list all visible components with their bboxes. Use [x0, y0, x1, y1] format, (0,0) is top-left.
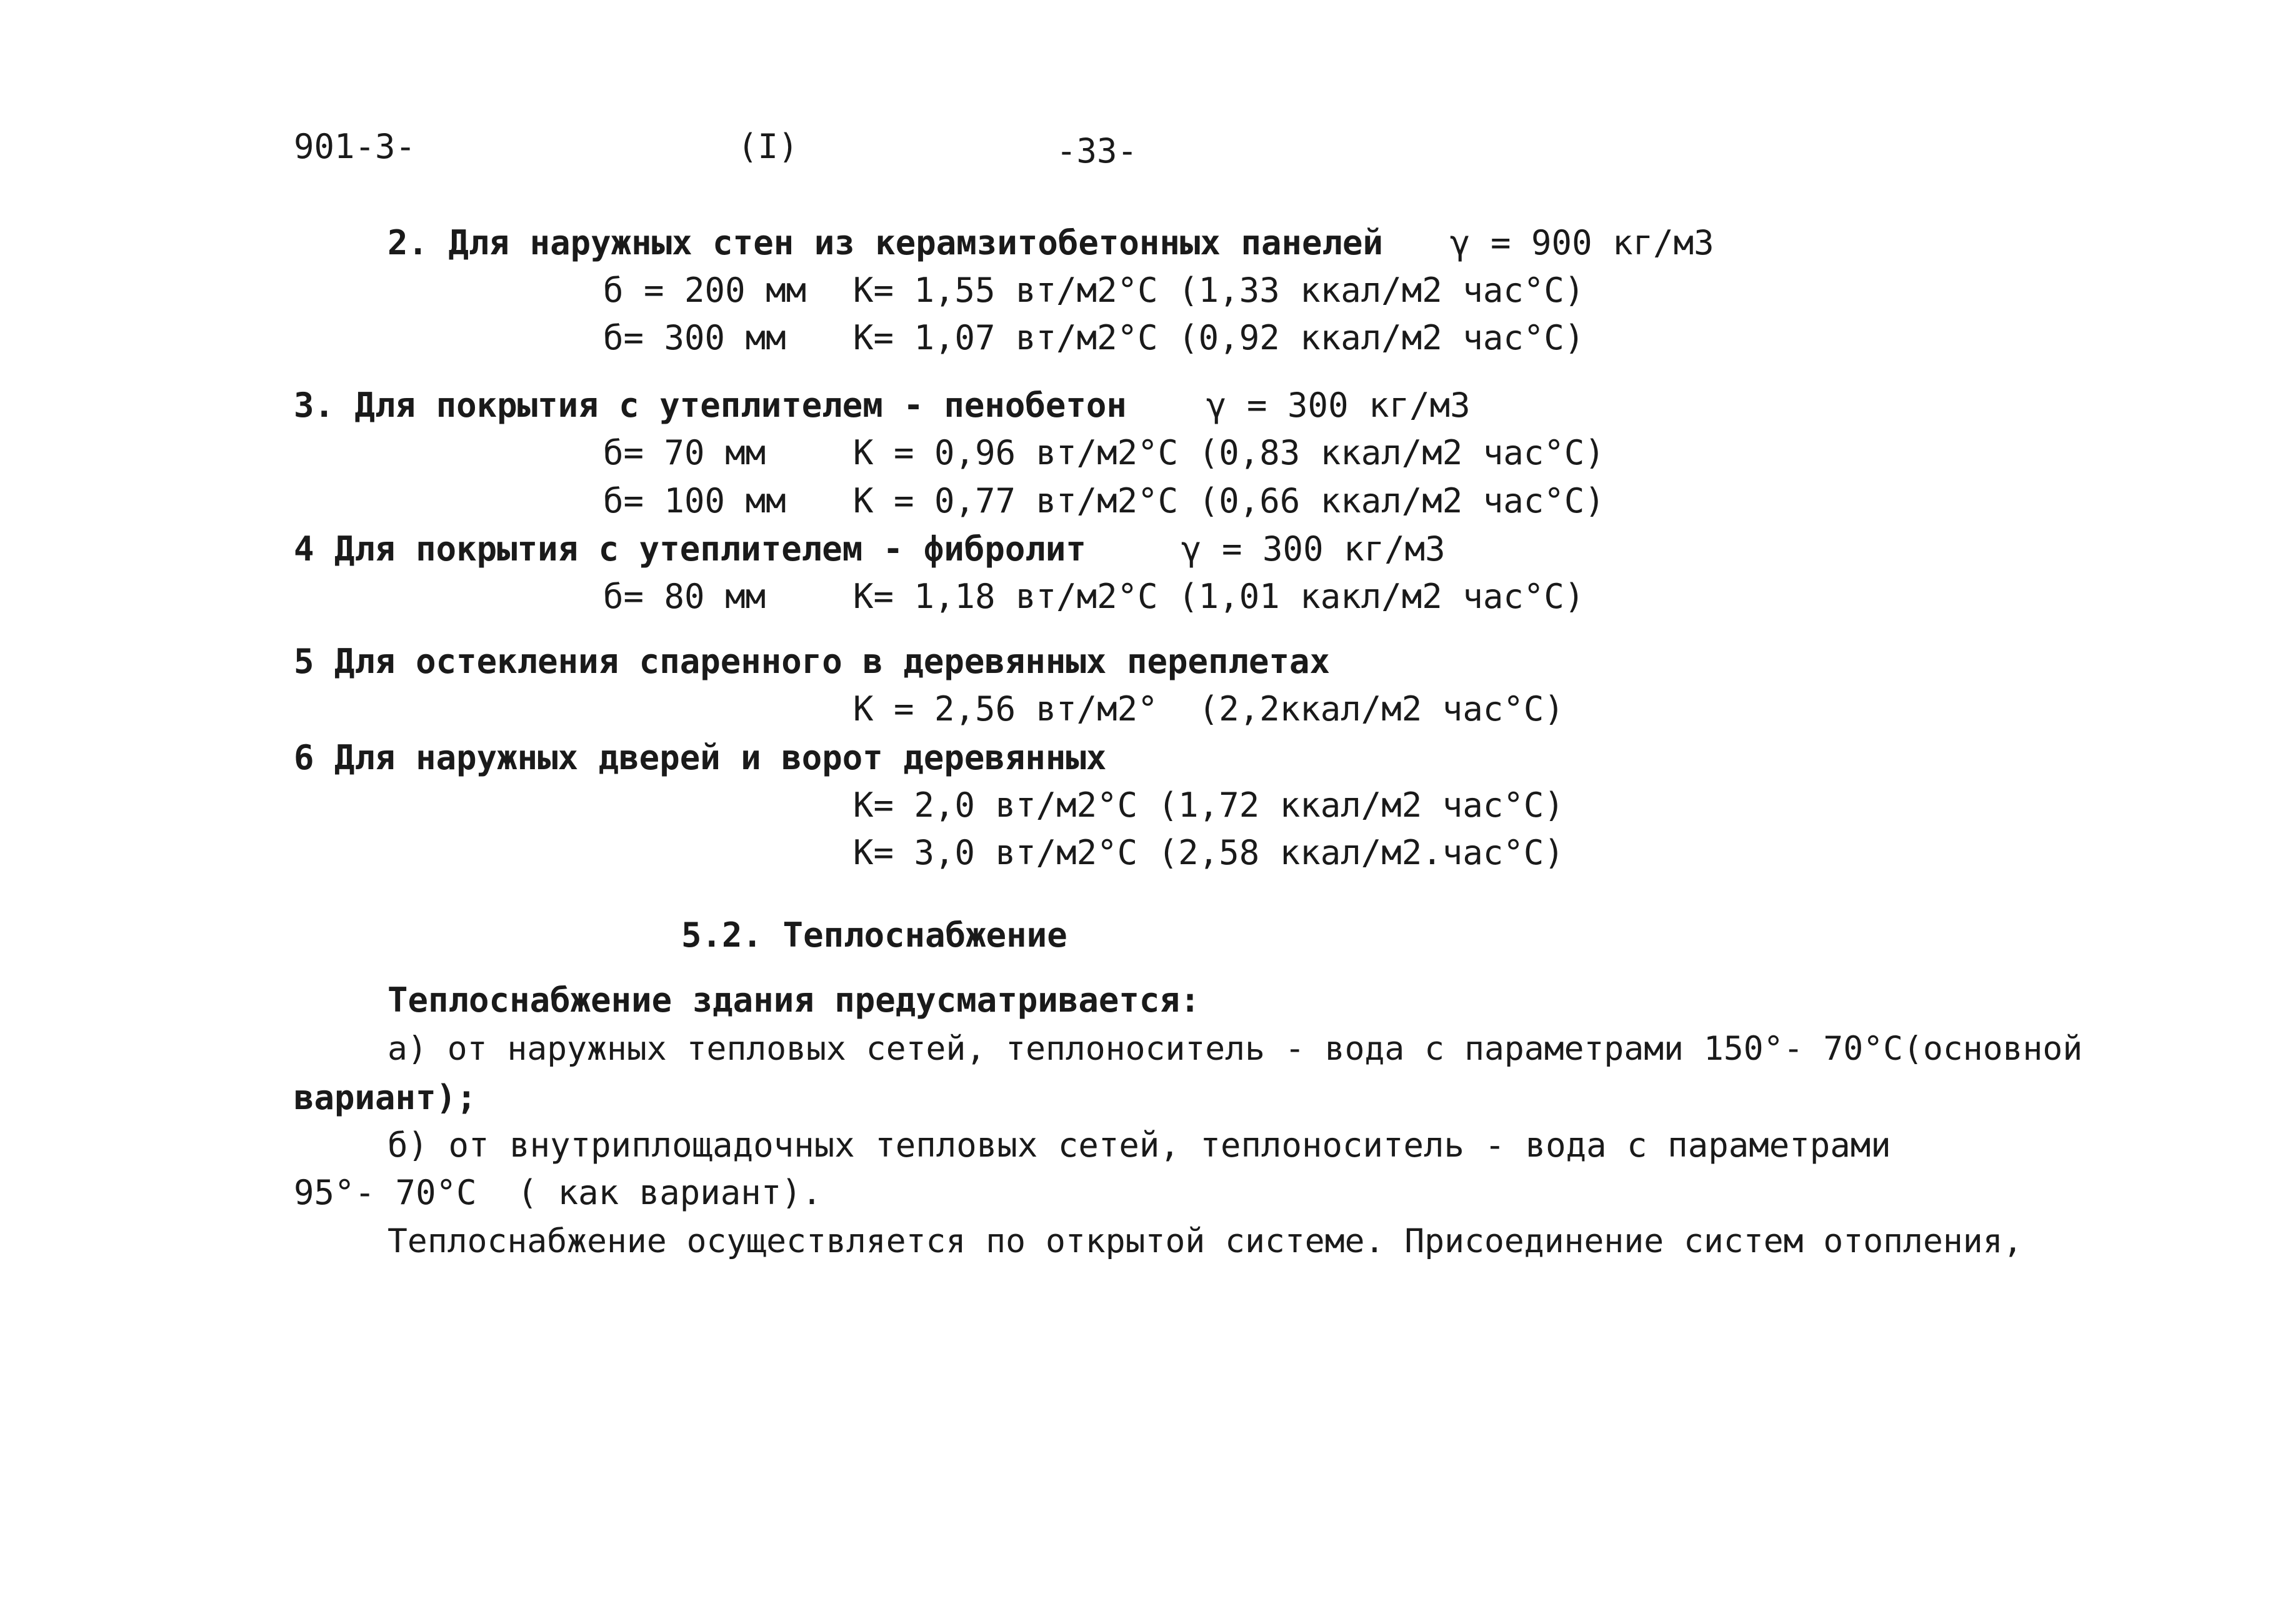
item-2-thickness-1: б = 200 мм — [603, 271, 807, 310]
item-3-k-1: K = 0,96 вт/м2°С (0,83 ккал/м2 час°С) — [853, 433, 1605, 472]
item-2-title: 2. Для наружных стен из керамзитобетонных панелей — [387, 223, 1384, 262]
item-3-thickness-2: б= 100 мм — [603, 481, 786, 521]
part-number: (I) — [737, 127, 799, 166]
option-a-line-2: вариант); — [294, 1078, 477, 1117]
item-6-k-1: K= 2,0 вт/м2°С (1,72 ккал/м2 час°С) — [853, 785, 1564, 825]
item-2-density: γ = 900 кг/м3 — [1450, 223, 1714, 262]
item-6-k-2: K= 3,0 вт/м2°С (2,58 ккал/м2.час°С) — [853, 833, 1564, 872]
page-number: -33- — [1056, 131, 1138, 171]
item-3-density: γ = 300 кг/м3 — [1206, 386, 1471, 425]
section-intro: Теплоснабжение здания предусматривается: — [387, 980, 1201, 1020]
item-3-thickness-1: б= 70 мм — [603, 433, 766, 472]
option-a-line-1: а) от наружных тепловых сетей, теплоноситель - вода с параметрами 150°- 70°С(основной — [387, 1030, 2083, 1068]
document-code: 901-3- — [294, 127, 416, 166]
item-5-title: 5 Для остекления спаренного в деревянных переплетах — [294, 642, 1331, 681]
item-2-k-1: K= 1,55 вт/м2°С (1,33 ккал/м2 час°С) — [853, 271, 1585, 310]
option-b-line-1: б) от внутриплощадочных тепловых сетей, теплоноситель - вода с параметрами — [387, 1125, 1891, 1165]
option-b-line-2: 95°- 70°С ( как вариант). — [294, 1173, 822, 1212]
section-closing: Теплоснабжение осуществляется по открытой системе. Присоединение систем отопления, — [387, 1222, 2023, 1260]
item-2-k-2: K= 1,07 вт/м2°С (0,92 ккал/м2 час°С) — [853, 318, 1585, 357]
item-5-k-1: K = 2,56 вт/м2° (2,2ккал/м2 час°С) — [853, 689, 1564, 729]
item-4-k-1: K= 1,18 вт/м2°С (1,01 какл/м2 час°С) — [853, 577, 1585, 616]
item-3-k-2: K = 0,77 вт/м2°С (0,66 ккал/м2 час°С) — [853, 481, 1605, 521]
item-4-title: 4 Для покрытия с утеплителем - фибролит — [294, 529, 1086, 569]
item-6-title: 6 Для наружных дверей и ворот деревянных — [294, 738, 1107, 777]
section-heading: 5.2. Теплоснабжение — [681, 915, 1067, 955]
item-2-thickness-2: б= 300 мм — [603, 318, 786, 357]
item-4-density: γ = 300 кг/м3 — [1181, 529, 1446, 569]
item-4-thickness-1: б= 80 мм — [603, 577, 766, 616]
item-3-title: 3. Для покрытия с утеплителем - пенобетон — [294, 386, 1127, 425]
